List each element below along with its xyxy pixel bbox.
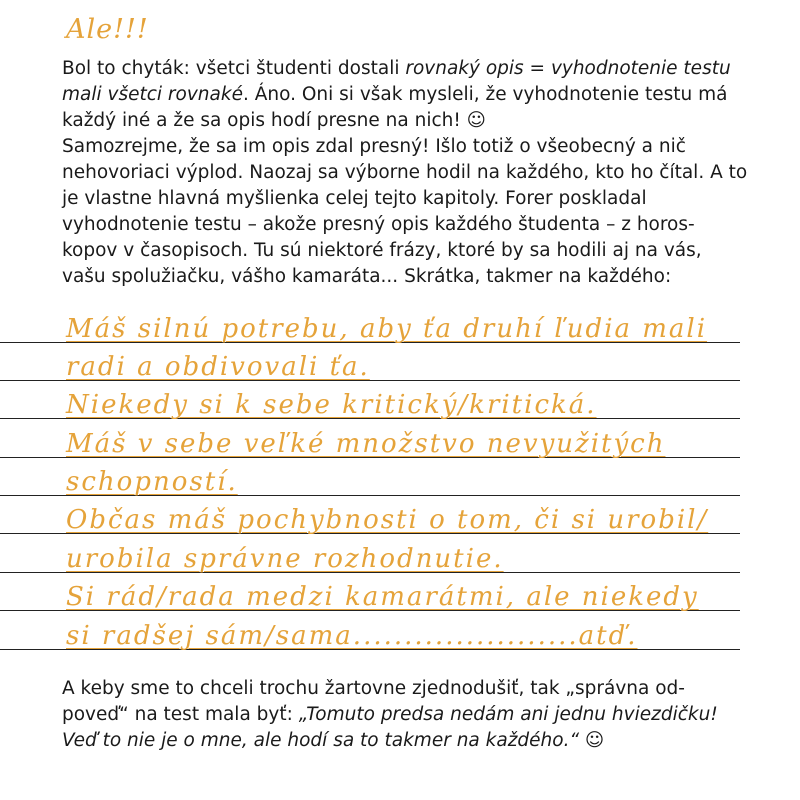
handwritten-line: Máš v sebe veľké množstvo nevyužitých [66,429,666,459]
handwritten-line: Máš silnú potrebu, aby ťa druhí ľudia mali [66,314,708,344]
smiley-icon: ☺ [579,730,605,751]
ruled-writing-area [0,312,750,662]
intro-text-3: Samozrejme, že sa im opis zdal presný! Išlo totiž o všeobecný a nič nehovoriaci výplod. Naozaj sa výborne hodil na každého, kto ho čítal. A to je vlastne hlavná myšlienka celej tejto kapitoly. Forer poskladal vyhodnotenie testu – akože presný opis každého študenta – z horos-kopov v časopisoch. Tu sú niektoré frázy, ktoré by sa hodili aj na vás, vašu spolužiačku, vášho kamaráta... Skrátka, takmer na každého: [62,136,748,287]
handwritten-line: si radšej sám/sama......................atď. [66,621,638,651]
handwritten-heading: Ale!!! [66,14,149,45]
handwritten-line: schopností. [66,467,238,497]
intro-paragraph [62,56,750,290]
handwritten-line: Občas máš pochybnosti o tom, či si urobil/ [66,505,709,535]
handwritten-line: radi a obdivovali ťa. [66,352,370,382]
intro-text-1: Bol to chyták: všetci študenti dostali [62,58,406,79]
outro-paragraph [62,676,750,754]
handwritten-line: Niekedy si k sebe kritický/kritická. [66,390,597,420]
handwritten-line: Si rád/rada medzi kamarátmi, ale niekedy [66,582,699,612]
handwritten-line: urobila správne rozhodnutie. [66,544,504,574]
intro-text-2: . Áno. Oni si však mysleli, že vyhodnotenie testu má každý iné a že sa opis hodí presne na nich! ☺ [62,84,728,131]
outro-quote: „Tomuto predsa nedám ani jednu hviezdičku! Veď to nie je o mne, ale hodí sa to takmer na každého.“ [62,704,718,751]
outro-text-1: A keby sme to chceli trochu žartovne zjednodušiť, tak „správna od-poveď“ na test mala byť: [62,678,685,725]
intro-emphasis: rovnaký opis = vyhodnotenie testu mali všetci rovnaké [62,58,731,105]
